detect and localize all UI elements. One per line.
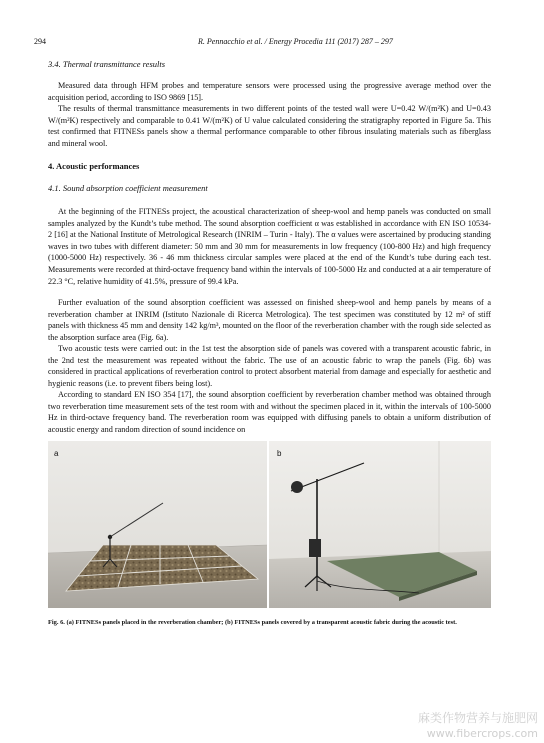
photo-panels-on-floor	[48, 441, 267, 608]
subfigure-label-a: a	[54, 449, 59, 458]
running-title: R. Pennacchio et al. / Energy Procedia 111 (2017) 287 – 297	[198, 37, 393, 46]
paragraph: The results of thermal transmittance measurements in two different points of the tested wall were U=0.42 W/(m²K) and U=0.43 W/(m²K) respectively and comparable to 0.41 W/(m²K) of U value calculated considering the stratigraphy reported in Figure 5a. This test confirmed that FITNESs panels show a thermal performance comparable to other fibrous insulating materials such as fiberglass and mineral wool.	[48, 104, 491, 148]
running-header	[34, 37, 496, 49]
site-watermark	[388, 711, 538, 741]
paragraph: Measured data through HFM probes and temperature sensors were processed using the progressive average method over the acquisition period, according to ISO 9869 [15].	[48, 81, 491, 102]
figure-6	[48, 441, 491, 608]
paragraph: At the beginning of the FITNESs project, the acoustical characterization of sheep-wool and hemp panels was conducted on small samples analyzed by the Kundt’s tube method. The sound absorption coefficient α was established in accordance with EN ISO 10534-2 [16] at the National Institute of Metrological Research (INRIM – Turin - Italy). The α values were ascertained by producing standing waves in two tubes with different diameter: 50 mm and 30 mm for measurements in low frequency (100-800 Hz) and high frequency (1000-5000 Hz) respectively. 36 - 46 mm thickness circular samples were placed at the end of the Kundt’s tube during each test. Measurements were recorded at third-octave frequency band within the intervals of 100-5000 Hz and conducted at a air temperature of 22.3 °C, relative humidity of 41.5%, pressure of 99.4 kPa.	[48, 207, 491, 286]
paragraph: Two acoustic tests were carried out: in the 1st test the absorption side of panels was covered with a transparent acoustic fabric, in the 2nd test the measurement was repeated without the fabric. The use of an acoustic fabric to wrap the panels (Fig. 6b) was considered in practical applications of reverberation control to protect absorbent material from damage and especially for aesthetic and hygienic reasons (i.e. to prevent fibers being lost).	[48, 344, 491, 388]
page-number: 294	[34, 37, 46, 46]
section-heading-4: 4. Acoustic performances	[48, 161, 140, 171]
paragraph: Further evaluation of the sound absorption coefficient was assessed on finished sheep-wool and hemp panels by means of a reverberation chamber at INRIM (Istituto Nazionale di Ricerca Metrologica). The test specimen was constituted by 12 m² of stiff panels with thickness 45 mm and density 142 kg/m³, mounted on the floor of the reverberation chamber with the rough side selected as the absorption surface area (Fig. 6a).	[48, 298, 491, 342]
watermark-line-1: 麻类作物营养与施肥网	[417, 711, 538, 725]
subfigure-label-b: b	[277, 449, 282, 458]
figure-caption: Fig. 6. (a) FITNESs panels placed in the reverberation chamber; (b) FITNESs panels covered by a transparent acoustic fabric during the acoustic test.	[48, 619, 457, 626]
paragraph: According to standard EN ISO 354 [17], the sound absorption coefficient by reverberation chamber method was obtained through two reverberation time measurement sets of the test room with and without the specimen placed in it, within the intervals of 100-5000 Hz in third-octave frequency band. The reverberation room was equipped with diffusing panels to obtain a uniform distribution of acoustic energy and random direction of sound incidence on	[48, 390, 491, 434]
section-heading-3-4: 3.4. Thermal transmittance results	[48, 59, 166, 69]
photo-panels-with-fabric	[269, 441, 491, 608]
section-heading-4-1: 4.1. Sound absorption coefficient measurement	[48, 183, 208, 193]
watermark-line-2: www.fibercrops.com	[426, 727, 538, 740]
